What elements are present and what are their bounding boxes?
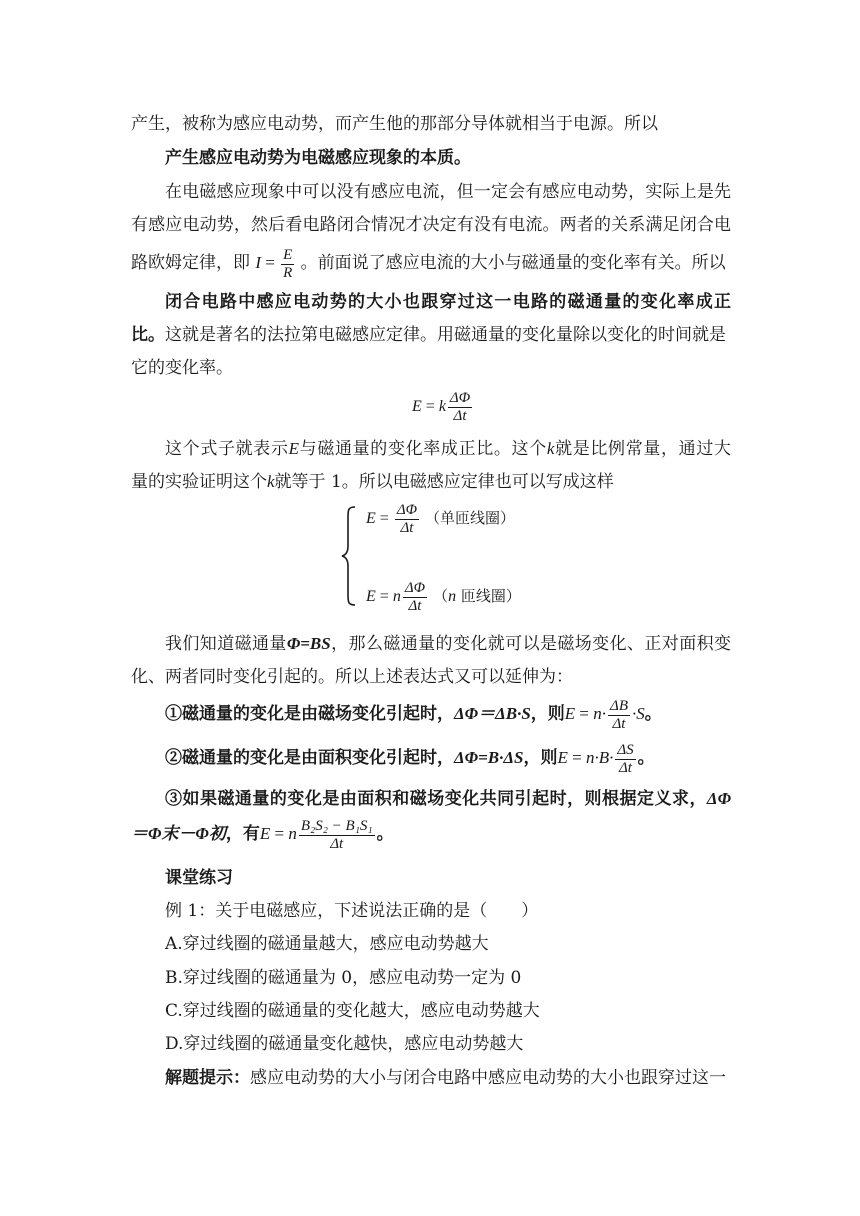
text: 。前面说了感应电流的大小与磁通量的变化率有关。所以 — [300, 253, 726, 273]
text: ②磁通量的变化是由面积变化引起时， — [165, 748, 454, 768]
text: 这个式子就表示 — [165, 439, 289, 459]
text: ，有 — [225, 824, 260, 844]
formula-symbol: Φ=BS — [286, 634, 331, 653]
text: 比。 — [131, 325, 165, 345]
denominator: R — [283, 264, 293, 281]
denominator: Δt — [408, 598, 422, 614]
single-turn-formula — [366, 502, 515, 537]
paragraph-line — [165, 180, 731, 204]
formula-symbol: = — [375, 588, 393, 606]
denominator: Δt — [453, 408, 467, 424]
fraction — [403, 580, 427, 615]
formula-symbol: ·S — [631, 704, 645, 723]
ohm-law-formula — [255, 246, 300, 281]
text: 量的实验证明这个 — [131, 472, 267, 492]
numerator: ΔΦ — [404, 580, 426, 596]
text: 闭合电路中感应电动势的大小也跟穿过这一电路的磁通量的变化率成正 — [165, 292, 731, 312]
text: 。 — [637, 748, 655, 768]
paragraph-line — [131, 470, 731, 494]
text: 产生感应电动势为电磁感应现象的本质。 — [165, 148, 471, 168]
fraction — [281, 247, 294, 282]
formula-symbol: ΔΦ＝ΔB·S — [454, 704, 531, 723]
formula-symbol: n — [448, 588, 457, 606]
case-3 — [165, 787, 731, 811]
text: 它的变化率。 — [131, 358, 233, 378]
formula-symbol: = — [575, 704, 594, 723]
formula-symbol: E — [259, 824, 271, 843]
formula-symbol: n· — [593, 704, 607, 723]
denominator: Δt — [619, 759, 632, 776]
numerator: ΔB — [610, 697, 628, 714]
text: 课堂练习 — [165, 868, 233, 888]
question — [165, 899, 765, 923]
formula-symbol: n — [288, 824, 297, 843]
bold-statement — [165, 290, 731, 314]
paragraph-line — [165, 632, 731, 656]
paragraph-line — [131, 213, 731, 237]
formula-symbol: E — [557, 748, 568, 767]
option-d — [165, 1032, 765, 1056]
formula-symbol: E — [366, 588, 376, 606]
text: 例 1：关于电磁感应，下述说法正确的是（ ） — [165, 901, 539, 921]
formula-symbol: E — [288, 439, 299, 458]
text: 路欧姆定律，即 — [131, 253, 250, 273]
denominator: Δt — [330, 835, 344, 852]
formula-symbol: ＝Φ末－Φ初 — [131, 824, 226, 843]
text: 就是比例常量，通过大 — [554, 439, 732, 459]
fraction — [395, 502, 419, 537]
text: 与磁通量的变化率成正比。这个 — [299, 439, 547, 459]
paragraph-line — [131, 246, 731, 282]
formula-symbol: k — [438, 398, 446, 416]
numerator: ΔΦ — [449, 390, 471, 406]
formula-symbol: ΔΦ — [706, 789, 731, 808]
formula-note: 匝线圈） — [456, 587, 521, 606]
text: 这就是著名的法拉第电磁感应定律。用磁通量的变化量除以变化的时间就是 — [165, 325, 726, 345]
text: C.穿过线圈的磁通量的变化越大，感应电动势越大 — [165, 1001, 540, 1021]
formula-note: （ — [433, 587, 449, 606]
fraction — [608, 698, 630, 733]
formula-symbol: = — [270, 824, 289, 843]
option-a — [165, 932, 765, 956]
text: A.穿过线圈的磁通量越大，感应电动势越大 — [165, 934, 489, 954]
text: ，则 — [523, 748, 558, 768]
text: 感应电动势的大小与闭合电路中感应电动势的大小也跟穿过这一 — [250, 1068, 726, 1088]
text: 。 — [376, 824, 394, 844]
formula-symbol: = — [567, 748, 586, 767]
text: ，则 — [530, 704, 565, 724]
text: ③如果磁通量的变化是由面积和磁场变化共同引起时，则根据定义求， — [165, 789, 707, 809]
hint-label: 解题提示： — [165, 1068, 250, 1088]
text: 在电磁感应现象中可以没有感应电流，但一定会有感应电动势，实际上是先 — [165, 182, 731, 202]
formula-symbol: E — [366, 510, 376, 528]
left-brace-icon — [340, 506, 358, 606]
text: 产生，被称为感应电动势，而产生他的那部分导体就相当于电源。所以 — [131, 114, 658, 134]
paragraph-line — [131, 323, 731, 347]
text: ，那么磁通量的变化就可以是磁场变化、正对面积变 — [330, 634, 732, 654]
n-turn-formula — [366, 580, 521, 615]
formula-symbol: k — [546, 439, 555, 458]
formula-symbol: n·B· — [585, 748, 614, 767]
denominator: Δt — [400, 520, 414, 536]
case-1 — [165, 697, 765, 733]
text: ①磁通量的变化是由磁场变化引起时， — [165, 704, 454, 724]
case-2 — [165, 741, 765, 777]
text: 。 — [644, 704, 662, 724]
solution-hint — [165, 1066, 765, 1090]
paragraph-line — [131, 665, 731, 689]
formula-symbol: = — [375, 510, 393, 528]
paragraph-line — [165, 437, 731, 461]
text: 我们知道磁通量 — [165, 634, 287, 654]
text: 就等于 1。所以电磁感应定律也可以写成这样 — [274, 472, 614, 492]
formula-symbol: E — [564, 704, 576, 723]
fraction — [615, 742, 635, 777]
formula-symbol: = — [261, 253, 280, 272]
text: 化、两者同时变化引起的。所以上述表达式又可以延伸为： — [131, 667, 573, 687]
formula-symbol: E — [412, 398, 422, 416]
formula-note: （单匝线圈） — [425, 509, 516, 528]
formula-symbol: ΔΦ=B·ΔS — [454, 748, 524, 767]
option-c — [165, 999, 765, 1023]
case-3-continued — [131, 817, 731, 853]
text: D.穿过线圈的磁通量变化越快，感应电动势越大 — [165, 1034, 524, 1054]
numerator: ΔS — [617, 741, 634, 758]
formula-symbol: n — [392, 588, 401, 606]
section-heading — [165, 866, 765, 890]
text: B.穿过线圈的磁通量为 0，感应电动势一定为 0 — [165, 968, 522, 988]
numerator: B₂S₂ − B₁S₁ — [300, 817, 373, 834]
text: 有感应电动势，然后看电路闭合情况才决定有没有电流。两者的关系满足闭合电 — [131, 215, 731, 235]
bold-statement — [165, 146, 765, 170]
fraction — [448, 390, 472, 425]
paragraph-line — [131, 112, 731, 136]
numerator: E — [283, 246, 293, 263]
formula-symbol: k — [267, 472, 275, 491]
denominator: Δt — [612, 715, 626, 732]
formula-symbol: I — [255, 253, 262, 272]
option-b — [165, 966, 765, 990]
paragraph-line — [131, 356, 731, 380]
faraday-law-formula — [412, 390, 474, 425]
numerator: ΔΦ — [396, 502, 418, 518]
fraction — [299, 818, 375, 853]
formula-symbol: = — [421, 398, 439, 416]
